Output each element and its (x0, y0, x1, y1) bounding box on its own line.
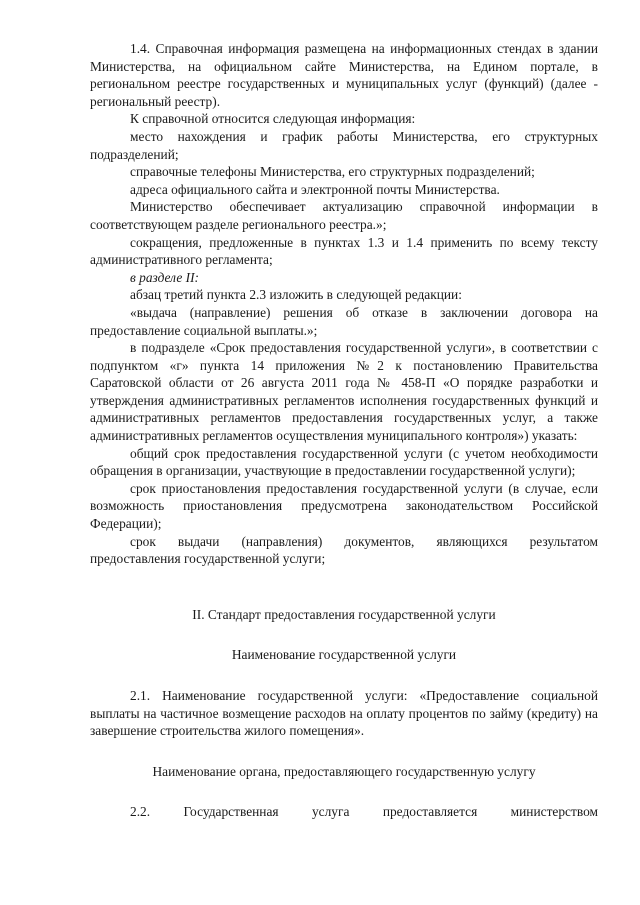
spacer (90, 780, 598, 803)
paragraph-general-term: общий срок предоставления государственной услуги (с учетом необходимости обращения в организации, участвующие в предоставлении государственной услуги); (90, 445, 598, 479)
paragraph-term-subsection: в подразделе «Срок предоставления государственной услуги», в соответствии с подпунктом «г» пункта 14 приложения №2 к постановлению Правительства Саратовской области от 26 августа 2011 года № 458-П «О порядке разработки и утверждения административных регламентов исполнения государственных функций и административных регламентов предоставления государственных услуг, а также административных регламентов осуществления муниципального контроля») указать: (90, 340, 598, 444)
paragraph-refusal: «выдача (направление) решения об отказе в заключении договора на предоставление социальной выплаты.»; (90, 304, 598, 338)
paragraph-phones: справочные телефоны Министерства, его структурных подразделений; (130, 164, 535, 180)
paragraph-abbreviations: сокращения, предложенные в пунктах 1.3 и 1.4 применить по всему тексту административного регламента; (90, 234, 598, 268)
paragraph-addresses: адреса официального сайта и электронной почты Министерства. (130, 181, 500, 197)
paragraph-location-schedule: место нахождения и график работы Министерства, его структурных подразделений; (90, 128, 598, 162)
document-body (90, 40, 598, 821)
spacer (90, 664, 598, 687)
spacer (90, 623, 598, 646)
paragraph-info-list-intro: К справочной относится следующая информация: (130, 111, 416, 127)
paragraph-2-1: 2.1. Наименование государственной услуги: «Предоставление социальной выплаты на частичное возмещение расходов на оплату процентов по займу (кредиту) на завершение строительства жилого помещения». (90, 688, 598, 739)
spacer (90, 740, 598, 763)
paragraph-section-ii-ref: в разделе II: (130, 269, 199, 285)
paragraph-2-2: 2.2. Государственная услуга предоставляется министерством (130, 804, 598, 820)
paragraph-1-4: 1.4. Справочная информация размещена на информационных стендах в здании Министерства, на официальном сайте Министерства, на Едином портале, в региональном реестре государственных и муниципальных услуг (функций) (далее - региональный реестр). (90, 41, 598, 109)
subheading-authority: Наименование органа, предоставляющего государственную услугу (152, 763, 536, 779)
paragraph-issue-term: срок выдачи (направления) документов, являющихся результатом предоставления государственной услуги; (90, 533, 598, 567)
paragraph-actualization: Министерство обеспечивает актуализацию справочной информации в соответствующем разделе регионального реестра.»; (90, 199, 598, 232)
section-heading: II. Стандарт предоставления государственной услуги (192, 606, 496, 622)
spacer (90, 568, 598, 606)
subheading-service-name: Наименование государственной услуги (231, 647, 457, 663)
paragraph-suspension-term: срок приостановления предоставления государственной услуги (в случае, если возможность приостановления предусмотрена законодательством Российской Федерации); (90, 480, 598, 532)
paragraph-2-3-edit: абзац третий пункта 2.3 изложить в следующей редакции: (130, 287, 462, 303)
